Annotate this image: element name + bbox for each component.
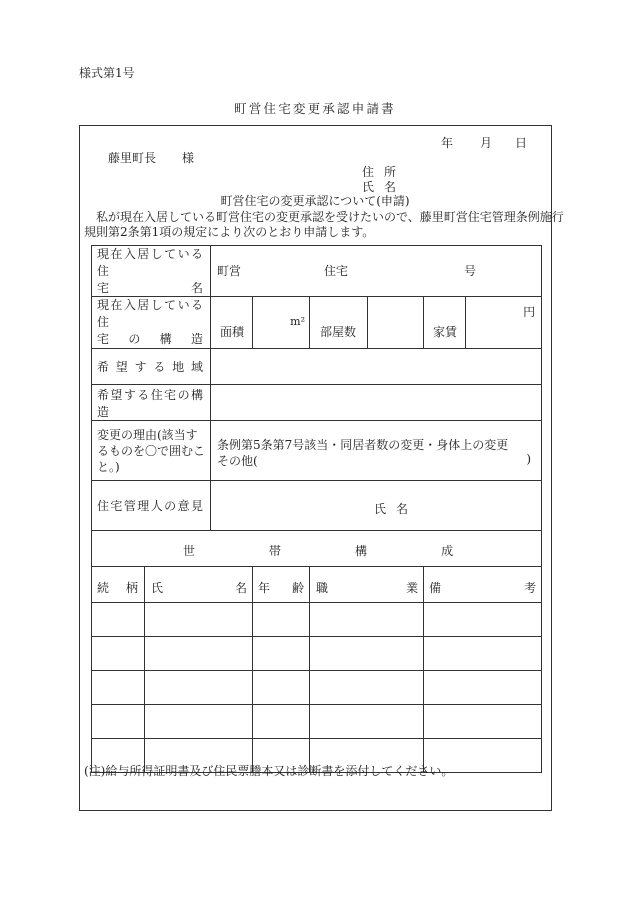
household-cell-occupation[interactable]: [310, 637, 424, 671]
area-value-cell[interactable]: [253, 297, 310, 349]
household-cell-notes[interactable]: [424, 603, 542, 637]
household-cell-age[interactable]: [253, 671, 310, 705]
household-row: [92, 705, 542, 739]
date-year-label: 年: [441, 136, 454, 150]
household-cell-name[interactable]: [145, 671, 253, 705]
rent-value-cell[interactable]: [466, 297, 542, 349]
row-current-housing: [92, 246, 542, 297]
household-cell-age[interactable]: [253, 603, 310, 637]
rent-unit: 円: [523, 305, 536, 319]
desired-structure-value[interactable]: [211, 385, 542, 421]
col-relation-label: 続柄: [97, 581, 138, 595]
col-age-label-a: 年: [258, 581, 271, 595]
row-manager-opinion: [92, 481, 542, 531]
desired-structure-label-cell: [92, 385, 211, 421]
rent-label-cell: [424, 297, 466, 349]
desired-area-label: 希望する地域: [97, 360, 204, 374]
reason-option-other[interactable]: その他(: [217, 454, 258, 468]
desired-structure-label: 希望する住宅の構造: [97, 387, 204, 419]
household-cell-age[interactable]: [253, 637, 310, 671]
application-table: [91, 245, 542, 773]
reason-label-cell: [92, 421, 211, 481]
col-age-header: [253, 567, 310, 603]
housing-number-suffix: 号: [464, 264, 477, 278]
footnote: (注)給与所得証明書及び住民票謄本又は診断書を添付してください。: [84, 764, 454, 778]
reason-label-line1: 変更の理由(該当す: [97, 427, 198, 442]
form-number: 様式第1号: [79, 66, 135, 80]
addressee-name: 藤里町長: [108, 151, 157, 165]
date-day-label: 日: [515, 136, 528, 150]
household-row: [92, 637, 542, 671]
document-title: 町営住宅変更承認申請書: [234, 101, 396, 116]
col-name-label-a: 氏: [151, 581, 164, 595]
col-name-header: [145, 567, 253, 603]
col-age-label-b: 齢: [292, 581, 305, 595]
row-household-title: [92, 531, 542, 567]
row-reason: [92, 421, 542, 481]
rooms-label-cell: [310, 297, 368, 349]
area-label: 面積: [220, 325, 245, 339]
household-cell-notes[interactable]: [424, 705, 542, 739]
household-title-cell: [92, 531, 542, 567]
household-cell-name[interactable]: [145, 603, 253, 637]
applicant-address-label: 住所: [362, 165, 407, 179]
household-cell-notes[interactable]: [424, 637, 542, 671]
rent-label: 家賃: [433, 325, 458, 339]
area-label-cell: [211, 297, 253, 349]
household-cell-age[interactable]: [253, 705, 310, 739]
current-housing-label-line2a: 宅: [97, 281, 110, 295]
manager-name-label: 氏名: [374, 502, 419, 516]
reason-option-1[interactable]: 条例第5条第7号該当・同居者数の変更・身体上の変更: [217, 438, 509, 452]
col-notes-label-a: 備: [429, 581, 442, 595]
rooms-value-cell[interactable]: [368, 297, 424, 349]
current-housing-value[interactable]: [211, 246, 542, 297]
housing-middle: 住宅: [324, 264, 349, 278]
addressee-honorific: 様: [182, 151, 195, 165]
col-notes-header: [424, 567, 542, 603]
col-occupation-header: [310, 567, 424, 603]
household-cell-relation[interactable]: [92, 671, 145, 705]
manager-opinion-value[interactable]: [211, 481, 542, 531]
current-structure-label: [92, 297, 211, 349]
subject-line: 町営住宅の変更承認について(申請): [220, 194, 410, 208]
date-month-label: 月: [480, 136, 493, 150]
col-occupation-label-b: 業: [406, 581, 419, 595]
reason-label-line3: と。): [97, 459, 120, 474]
col-name-label-b: 名: [235, 581, 248, 595]
body-text-line-1: 私が現在入居している町営住宅の変更承認を受けたいので、藤里町営住宅管理条例施行: [96, 210, 564, 224]
current-housing-label-line1: 現在入居している住: [97, 247, 204, 278]
body-text-line-2: 規則第2条第1項の規定により次のとおり申請します。: [84, 225, 375, 239]
manager-opinion-label-cell: [92, 481, 211, 531]
area-unit: m²: [290, 315, 306, 328]
household-header-row: [92, 567, 542, 603]
reason-label-line2: るものを〇で囲むこ: [97, 443, 206, 458]
reason-option-other-close: ): [526, 452, 532, 466]
household-row: [92, 603, 542, 637]
applicant-name-label: 氏名: [362, 180, 407, 194]
current-structure-label-line1: 現在入居している住: [97, 298, 204, 329]
manager-opinion-label: 住宅管理人の意見: [97, 499, 204, 513]
col-notes-label-b: 考: [524, 581, 537, 595]
col-relation-header: [92, 567, 145, 603]
household-title: 世帯構成: [183, 544, 454, 558]
row-desired-structure: [92, 385, 542, 421]
household-cell-occupation[interactable]: [310, 705, 424, 739]
current-housing-label: [92, 246, 211, 297]
desired-area-label-cell: [92, 349, 211, 385]
household-cell-notes[interactable]: [424, 671, 542, 705]
household-cell-relation[interactable]: [92, 705, 145, 739]
desired-area-value[interactable]: [211, 349, 542, 385]
rooms-label: 部屋数: [320, 325, 357, 339]
reason-options-cell[interactable]: [211, 421, 542, 481]
current-housing-label-line2b: 名: [191, 281, 204, 295]
household-cell-relation[interactable]: [92, 637, 145, 671]
household-cell-relation[interactable]: [92, 603, 145, 637]
household-cell-occupation[interactable]: [310, 671, 424, 705]
col-occupation-label-a: 職: [316, 581, 329, 595]
household-cell-occupation[interactable]: [310, 603, 424, 637]
household-row: [92, 671, 542, 705]
row-current-structure: [92, 297, 542, 349]
housing-prefix: 町営: [217, 264, 242, 278]
current-structure-label-line2: 宅の構造: [97, 332, 204, 346]
household-cell-name[interactable]: [145, 637, 253, 671]
row-desired-area: [92, 349, 542, 385]
household-cell-name[interactable]: [145, 705, 253, 739]
